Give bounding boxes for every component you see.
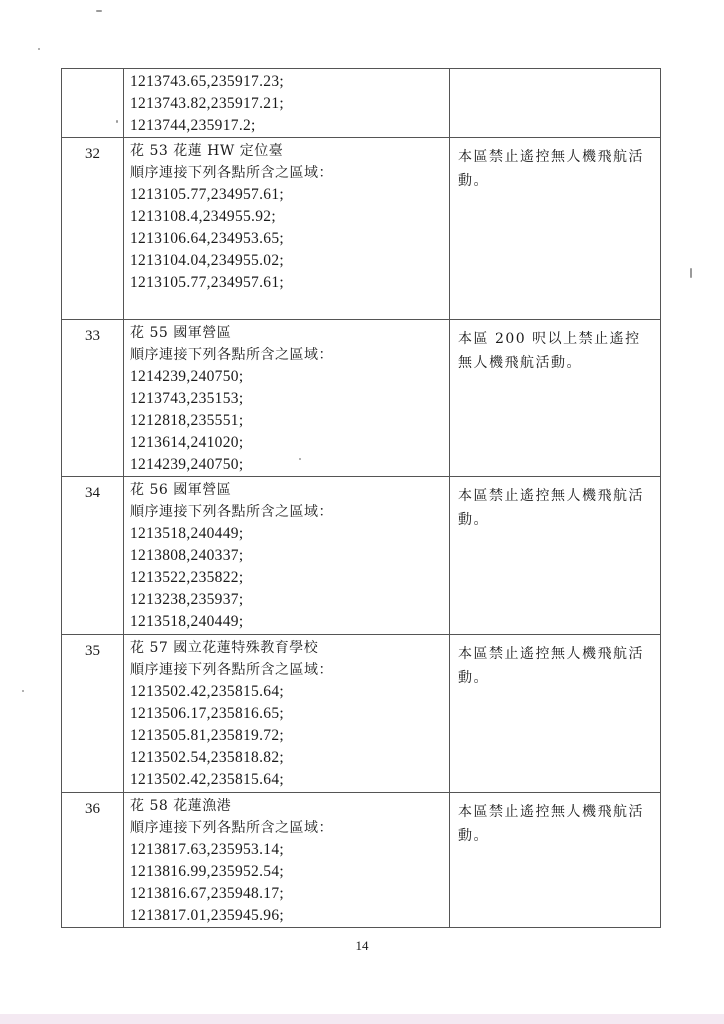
coordinate-line: 1213104.04,234955.02; [130,252,284,269]
coordinate-line: 1213817.63,235953.14; [130,841,284,858]
coordinate-line: 1213743,235153; [130,390,244,407]
zone-rule [450,793,661,928]
coordinate-line: 1212818,235551; [130,412,244,429]
row-number: 35 [62,635,124,793]
zone-rule-text: 本區禁止遙控無人機飛航活動。 [458,488,644,528]
zone-intro: 順序連接下列各點所含之區域： [130,662,333,678]
table-row [62,793,661,928]
coordinate-line: 1213522,235822; [130,569,244,586]
table-row [62,138,661,320]
coordinate-line: 1213502.42,235815.64; [130,683,284,700]
coordinate-line: 1213816.99,235952.54; [130,863,284,880]
coordinate-line: 1213105.77,234957.61; [130,186,284,203]
coordinate-line: 1214239,240750; [130,368,244,385]
coordinate-line: 1213105.77,234957.61; [130,274,284,291]
zone-rule [450,635,661,793]
zone-rule-text: 本區禁止遙控無人機飛航活動。 [458,804,644,844]
scan-speck [299,458,301,460]
zone-rule-text: 本區禁止遙控無人機飛航活動。 [458,646,644,686]
scan-edge-strip [0,1014,724,1024]
table-row [62,477,661,635]
row-number [62,69,124,138]
coordinate-line: 1213502.42,235815.64; [130,771,284,788]
zone-rule [450,320,661,477]
coordinate-line: 1213106.64,234953.65; [130,230,284,247]
zone-name: 花 55 國軍營區 [130,325,232,341]
scan-speck [690,268,692,278]
zone-name: 花 57 國立花蓮特殊教育學校 [130,640,319,656]
row-number: 33 [62,320,124,477]
no-fly-zone-table [61,68,661,928]
zone-rule [450,138,661,320]
zone-intro: 順序連接下列各點所含之區域： [130,347,333,363]
coordinate-line: 1213816.67,235948.17; [130,885,284,902]
coordinate-line: 1213506.17,235816.65; [130,705,284,722]
zone-description [124,138,450,320]
zone-intro: 順序連接下列各點所含之區域： [130,504,333,520]
scan-speck [38,48,40,50]
coordinate-line: 1213108.4,234955.92; [130,208,276,225]
coordinate-line: 1213505.81,235819.72; [130,727,284,744]
zone-description [124,635,450,793]
coordinate-line: 1213502.54,235818.82; [130,749,284,766]
zone-name: 花 58 花蓮漁港 [130,798,232,814]
zone-name: 花 53 花蓮 HW 定位臺 [130,143,284,159]
zone-description [124,793,450,928]
coordinate-line: 1213817.01,235945.96; [130,907,284,924]
coordinate-line: 1214239,240750; [130,456,244,473]
row-number: 34 [62,477,124,635]
table-row [62,320,661,477]
zone-rule-text: 本區禁止遙控無人機飛航活動。 [458,149,644,189]
table-row [62,69,661,138]
zone-name: 花 56 國軍營區 [130,482,232,498]
coordinate-line: 1213743.65,235917.23; [130,73,284,90]
page-number: 14 [355,938,369,953]
coordinate-line: 1213744,235917.2; [130,117,256,134]
coordinate-line: 1213518,240449; [130,525,244,542]
zone-intro: 順序連接下列各點所含之區域： [130,165,333,181]
coordinate-line: 1213614,241020; [130,434,244,451]
scan-speck [116,120,118,123]
row-number: 36 [62,793,124,928]
row-number: 32 [62,138,124,320]
zone-rule [450,477,661,635]
zone-description [124,69,450,138]
zone-rule-text: 本區 200 呎以上禁止遙控無人機飛航活動。 [458,331,641,371]
zone-rule [450,69,661,138]
coordinate-line: 1213238,235937; [130,591,244,608]
scan-speck [22,690,24,692]
scan-speck [96,10,102,12]
coordinate-line: 1213518,240449; [130,613,244,630]
coordinate-line: 1213808,240337; [130,547,244,564]
zone-description [124,320,450,477]
coordinate-line: 1213743.82,235917.21; [130,95,284,112]
table-row [62,635,661,793]
zone-intro: 順序連接下列各點所含之區域： [130,820,333,836]
zone-description [124,477,450,635]
